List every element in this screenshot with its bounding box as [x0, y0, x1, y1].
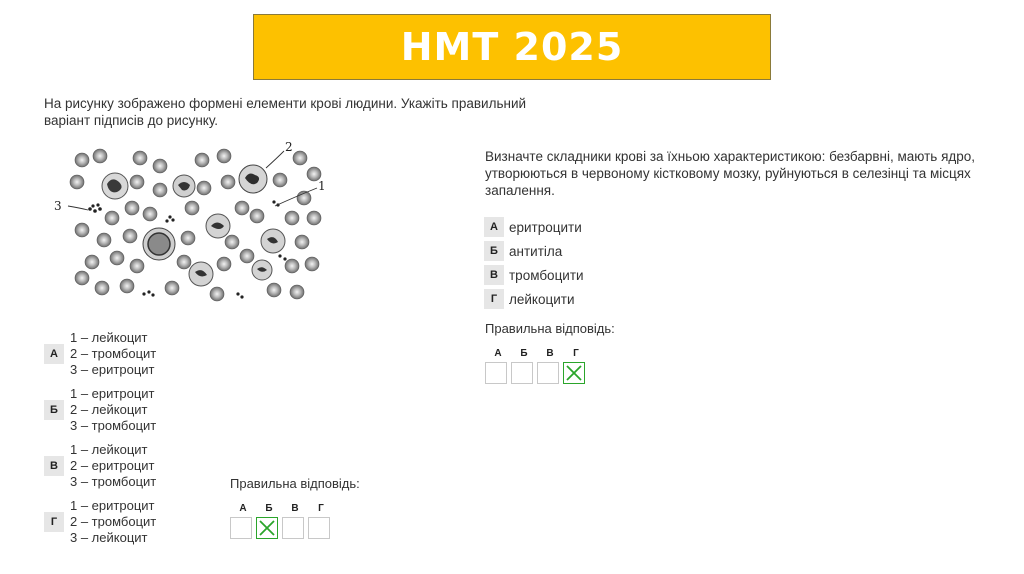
q2-answer-box-a[interactable]: [485, 362, 507, 384]
figure-label-1: 1: [318, 179, 326, 193]
erythrocyte: [177, 255, 191, 269]
answer-box-d[interactable]: [308, 517, 330, 539]
q2-option-a: [484, 217, 582, 237]
option-a-line-3: 3 – еритроцит: [70, 362, 155, 377]
answer-head-c: В: [291, 503, 299, 514]
answer-box-b[interactable]: [256, 517, 278, 539]
question-1-text: [44, 95, 564, 129]
q2-answer-head-c: В: [546, 348, 554, 359]
option-d: [44, 498, 156, 546]
option-b: [44, 386, 156, 434]
answer-head-d: Г: [318, 503, 324, 514]
option-d-line-3: 3 – лейкоцит: [70, 530, 148, 545]
erythrocyte: [130, 175, 144, 189]
erythrocyte: [293, 151, 307, 165]
erythrocyte: [75, 223, 89, 237]
erythrocyte: [235, 201, 249, 215]
q2-answer-box-c[interactable]: [537, 362, 559, 384]
q2-answer-label: Правильна відповідь:: [485, 321, 615, 336]
question-2-answer: [485, 321, 615, 384]
title-banner: [253, 14, 771, 80]
option-d-line-1: 1 – еритроцит: [70, 498, 155, 513]
option-b-line-1: 1 – еритроцит: [70, 386, 155, 401]
question-1-line-2: варіант підписів до рисунку.: [44, 113, 218, 128]
erythrocyte: [197, 181, 211, 195]
erythrocyte: [120, 279, 134, 293]
erythrocyte: [133, 151, 147, 165]
erythrocyte: [153, 183, 167, 197]
erythrocyte: [217, 257, 231, 271]
option-c-line-3: 3 – тромбоцит: [70, 474, 157, 489]
question-2-line-1: Визначте складники крові за їхньою характеристикою: безбарвні, мають ядро,: [485, 149, 976, 164]
option-c-line-1: 1 – лейкоцит: [70, 442, 148, 457]
erythrocyte: [267, 283, 281, 297]
erythrocyte: [250, 209, 264, 223]
erythrocyte: [97, 233, 111, 247]
erythrocyte: [143, 207, 157, 221]
option-a: [44, 330, 156, 378]
erythrocyte: [125, 201, 139, 215]
q2-option-a-letter: А: [484, 217, 504, 237]
option-b-line-3: 3 – тромбоцит: [70, 418, 157, 433]
erythrocyte: [210, 287, 224, 301]
erythrocyte: [85, 255, 99, 269]
erythrocyte: [185, 201, 199, 215]
erythrocyte: [295, 235, 309, 249]
q2-answer-box-d[interactable]: [563, 362, 585, 384]
q2-option-d-text: лейкоцити: [509, 291, 575, 307]
q2-answer-head-d: Г: [573, 348, 579, 359]
erythrocyte: [305, 257, 319, 271]
q2-option-c-text: тромбоцити: [509, 267, 584, 283]
option-d-line-2: 2 – тромбоцит: [70, 514, 157, 529]
question-1-line-1: На рисунку зображено формені елементи крові людини. Укажіть правильний: [44, 96, 527, 111]
option-a-line-2: 2 – тромбоцит: [70, 346, 157, 361]
q2-option-b: [484, 241, 562, 261]
q2-answer-head-a: А: [494, 348, 502, 359]
q2-answer-box-b[interactable]: [511, 362, 533, 384]
erythrocyte: [93, 149, 107, 163]
question-2-line-2: утворюються в червоному кістковому мозку, руйнуються в селезінці та місцях: [485, 166, 971, 181]
erythrocyte: [225, 235, 239, 249]
q2-option-b-letter: Б: [484, 241, 504, 261]
erythrocyte: [75, 153, 89, 167]
q2-option-d: [484, 289, 575, 309]
erythrocyte: [105, 211, 119, 225]
erythrocyte: [110, 251, 124, 265]
blood-cells-figure: [52, 138, 327, 310]
question-2-text: [485, 148, 995, 199]
q2-option-b-text: антитіла: [509, 243, 563, 259]
erythrocyte: [165, 281, 179, 295]
question-2-line-3: запалення.: [485, 183, 555, 198]
erythrocyte: [273, 173, 287, 187]
erythrocyte: [285, 211, 299, 225]
answer-head-a: А: [239, 503, 247, 514]
figure-label-3: 3: [54, 199, 62, 213]
option-c-letter: В: [44, 456, 64, 476]
option-b-line-2: 2 – лейкоцит: [70, 402, 148, 417]
erythrocyte: [130, 259, 144, 273]
answer-box-c[interactable]: [282, 517, 304, 539]
erythrocyte: [195, 153, 209, 167]
q2-option-d-letter: Г: [484, 289, 504, 309]
q2-answer-head-b: Б: [520, 348, 528, 359]
q2-option-c-letter: В: [484, 265, 504, 285]
erythrocyte: [123, 229, 137, 243]
leukocytes: [102, 165, 285, 286]
q2-option-a-text: еритроцити: [509, 219, 582, 235]
question-1-answer: [230, 476, 360, 539]
erythrocyte: [285, 259, 299, 273]
erythrocyte: [75, 271, 89, 285]
erythrocyte: [70, 175, 84, 189]
erythrocyte: [217, 149, 231, 163]
erythrocyte: [290, 285, 304, 299]
figure-label-2: 2: [285, 140, 293, 154]
answer-head-b: Б: [265, 503, 273, 514]
answer-label: Правильна відповідь:: [230, 476, 360, 491]
answer-box-a[interactable]: [230, 517, 252, 539]
erythrocyte: [153, 159, 167, 173]
erythrocyte: [181, 231, 195, 245]
option-b-letter: Б: [44, 400, 64, 420]
option-c-line-2: 2 – еритроцит: [70, 458, 155, 473]
option-a-letter: А: [44, 344, 64, 364]
blood-cells-illustration: [52, 138, 327, 310]
erythrocyte: [307, 211, 321, 225]
check-x-icon: [257, 518, 277, 538]
option-d-letter: Г: [44, 512, 64, 532]
check-x-icon: [564, 363, 584, 383]
erythrocyte: [95, 281, 109, 295]
option-c: [44, 442, 156, 490]
erythrocyte: [221, 175, 235, 189]
banner-title: НМТ 2025: [400, 25, 624, 69]
erythrocyte: [240, 249, 254, 263]
option-a-line-1: 1 – лейкоцит: [70, 330, 148, 345]
q2-option-c: [484, 265, 584, 285]
